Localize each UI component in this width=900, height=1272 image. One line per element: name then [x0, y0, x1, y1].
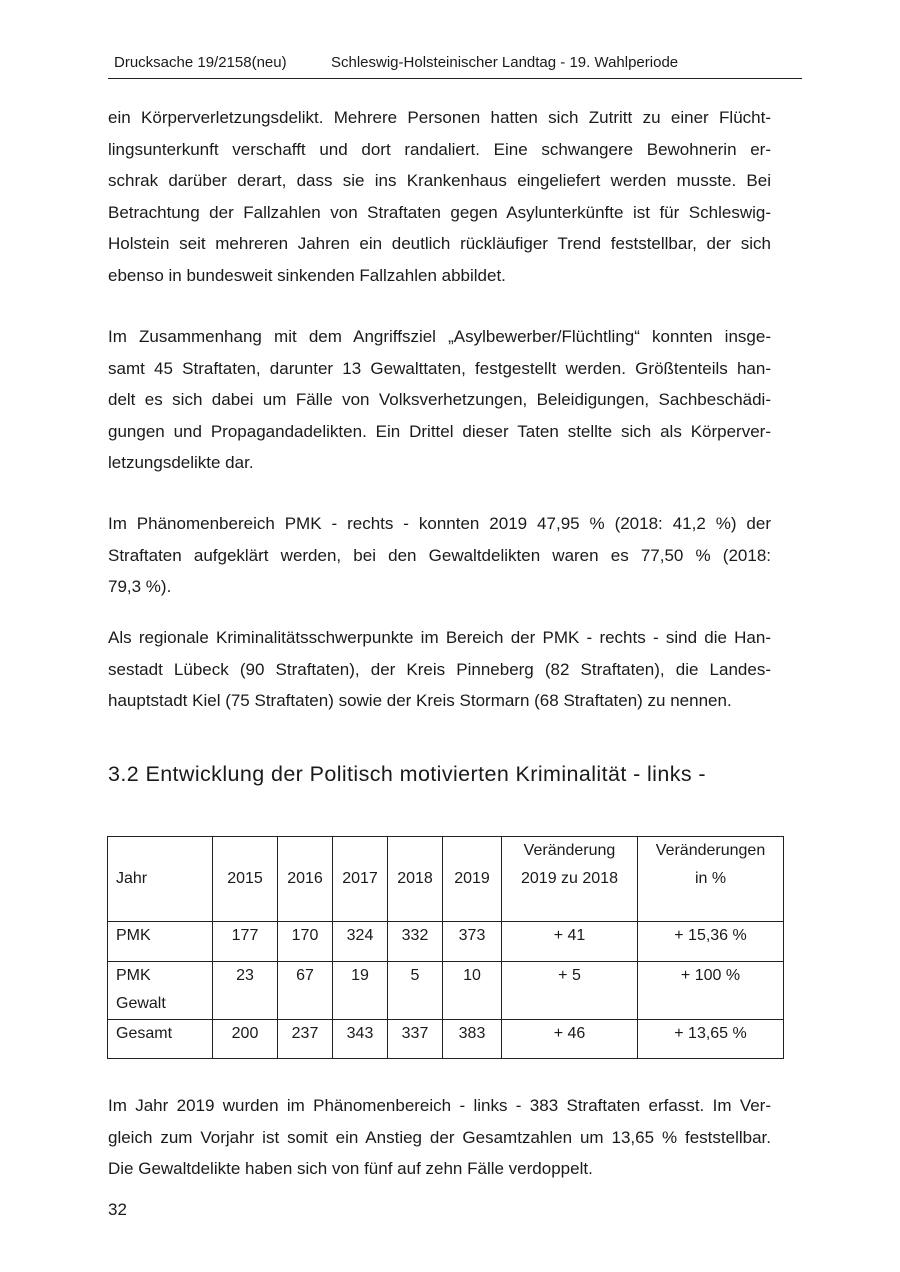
paragraph-3 [108, 508, 771, 603]
closing-paragraph [108, 1090, 771, 1185]
header-percent-line2: in % [694, 870, 727, 887]
text-line: ein Körperverletzungsdelikt. Mehrere Personen hatten sich Zutritt zu einer Flücht- [108, 108, 771, 127]
header-cell-2015: 2015 [213, 837, 278, 922]
header-change-line2: 2019 zu 2018 [521, 870, 618, 887]
text-line: delt es sich dabei um Fälle von Volksverhetzungen, Beleidigungen, Sachbeschädi- [108, 390, 771, 409]
row-label-line2: Gewalt [116, 995, 166, 1012]
table-cell-change: + 46 [502, 1020, 638, 1059]
table-cell-change: + 41 [502, 922, 638, 962]
header-cell-2019: 2019 [443, 837, 502, 922]
table-cell-change: + 5 [502, 962, 638, 1020]
row-label: Gesamt [108, 1020, 213, 1059]
page-header [108, 50, 802, 79]
table-cell: 19 [333, 962, 388, 1020]
text-line: ebenso in bundesweit sinkenden Fallzahlen abbildet. [108, 265, 506, 285]
header-cell-percent [638, 837, 784, 922]
table-cell: 383 [443, 1020, 502, 1059]
text-line: Holstein seit mehreren Jahren ein deutlich rückläufiger Trend feststellbar, der sich [108, 234, 771, 253]
header-cell-2017: 2017 [333, 837, 388, 922]
table-cell: 332 [388, 922, 443, 962]
header-cell-change [502, 837, 638, 922]
text-line: schrak darüber derart, dass sie ins Krankenhaus eingeliefert werden musste. Bei [108, 171, 771, 190]
paragraph-2 [108, 321, 771, 479]
paragraph-4 [108, 622, 771, 717]
text-line: Straftaten aufgeklärt werden, bei den Gewaltdelikten waren es 77,50 % (2018: [108, 545, 771, 565]
text-line: Im Phänomenbereich PMK - rechts - konnten 2019 47,95 % (2018: 41,2 %) der [108, 514, 771, 533]
table-cell: 23 [213, 962, 278, 1020]
text-line: Im Zusammenhang mit dem Angriffsziel „Asylbewerber/Flüchtling“ konnten insge- [108, 327, 771, 346]
table-row [108, 922, 784, 962]
header-cell-year: Jahr [108, 837, 213, 922]
text-line: gungen und Propagandadelikten. Ein Drittel dieser Taten stellte sich als Körperver- [108, 421, 771, 441]
table-cell: 177 [213, 922, 278, 962]
text-line: sestadt Lübeck (90 Straftaten), der Kreis Pinneberg (82 Straftaten), die Landes- [108, 659, 771, 679]
table-cell: 373 [443, 922, 502, 962]
text-line: 79,3 %). [108, 577, 172, 596]
text-line: gleich zum Vorjahr ist somit ein Anstieg der Gesamtzahlen um 13,65 % feststellbar. [108, 1127, 771, 1147]
text-line: Im Jahr 2019 wurden im Phänomenbereich - links - 383 Straftaten erfasst. Im Ver- [108, 1096, 771, 1115]
parliament-title: Schleswig-Holsteinischer Landtag - 19. Wahlperiode [331, 54, 679, 71]
row-label [108, 962, 213, 1020]
text-line: Als regionale Kriminalitätsschwerpunkte im Bereich der PMK - rechts - sind die Han- [108, 628, 771, 647]
text-line: hauptstadt Kiel (75 Straftaten) sowie der Kreis Stormarn (68 Straftaten) zu nennen. [108, 691, 732, 710]
table-cell-percent: + 15,36 % [638, 922, 784, 962]
table-cell: 343 [333, 1020, 388, 1059]
text-line: lingsunterkunft verschafft und dort randaliert. Eine schwangere Bewohnerin er- [108, 139, 771, 159]
statistics-table [107, 836, 784, 1059]
text-line: Betrachtung der Fallzahlen von Straftaten gegen Asylunterkünfte ist für Schleswig- [108, 202, 771, 222]
text-line: letzungsdelikte dar. [108, 453, 254, 472]
text-line: Die Gewaltdelikte haben sich von fünf auf zehn Fälle verdoppelt. [108, 1159, 593, 1178]
header-percent-line1: Veränderungen [655, 842, 766, 859]
table-cell: 10 [443, 962, 502, 1020]
table-cell-percent: + 13,65 % [638, 1020, 784, 1059]
paragraph-1 [108, 102, 771, 291]
table-header-row [108, 837, 784, 922]
header-cell-2018: 2018 [388, 837, 443, 922]
table-cell: 67 [278, 962, 333, 1020]
table-row [108, 962, 784, 1020]
table-cell: 5 [388, 962, 443, 1020]
header-cell-2016: 2016 [278, 837, 333, 922]
document-number: Drucksache 19/2158(neu) [114, 54, 287, 71]
row-label: PMK [108, 922, 213, 962]
section-heading: 3.2 Entwicklung der Politisch motivierten Kriminalität - links - [108, 762, 706, 786]
table-cell: 324 [333, 922, 388, 962]
table-cell: 237 [278, 1020, 333, 1059]
table-cell: 337 [388, 1020, 443, 1059]
row-label-line1: PMK [116, 967, 151, 984]
table-cell: 170 [278, 922, 333, 962]
text-line: samt 45 Straftaten, darunter 13 Gewalttaten, festgestellt werden. Größtenteils han- [108, 358, 771, 378]
table-cell: 200 [213, 1020, 278, 1059]
page-number: 32 [108, 1200, 127, 1219]
table-cell-percent: + 100 % [638, 962, 784, 1020]
header-change-line1: Veränderung [523, 842, 616, 859]
table-row [108, 1020, 784, 1059]
